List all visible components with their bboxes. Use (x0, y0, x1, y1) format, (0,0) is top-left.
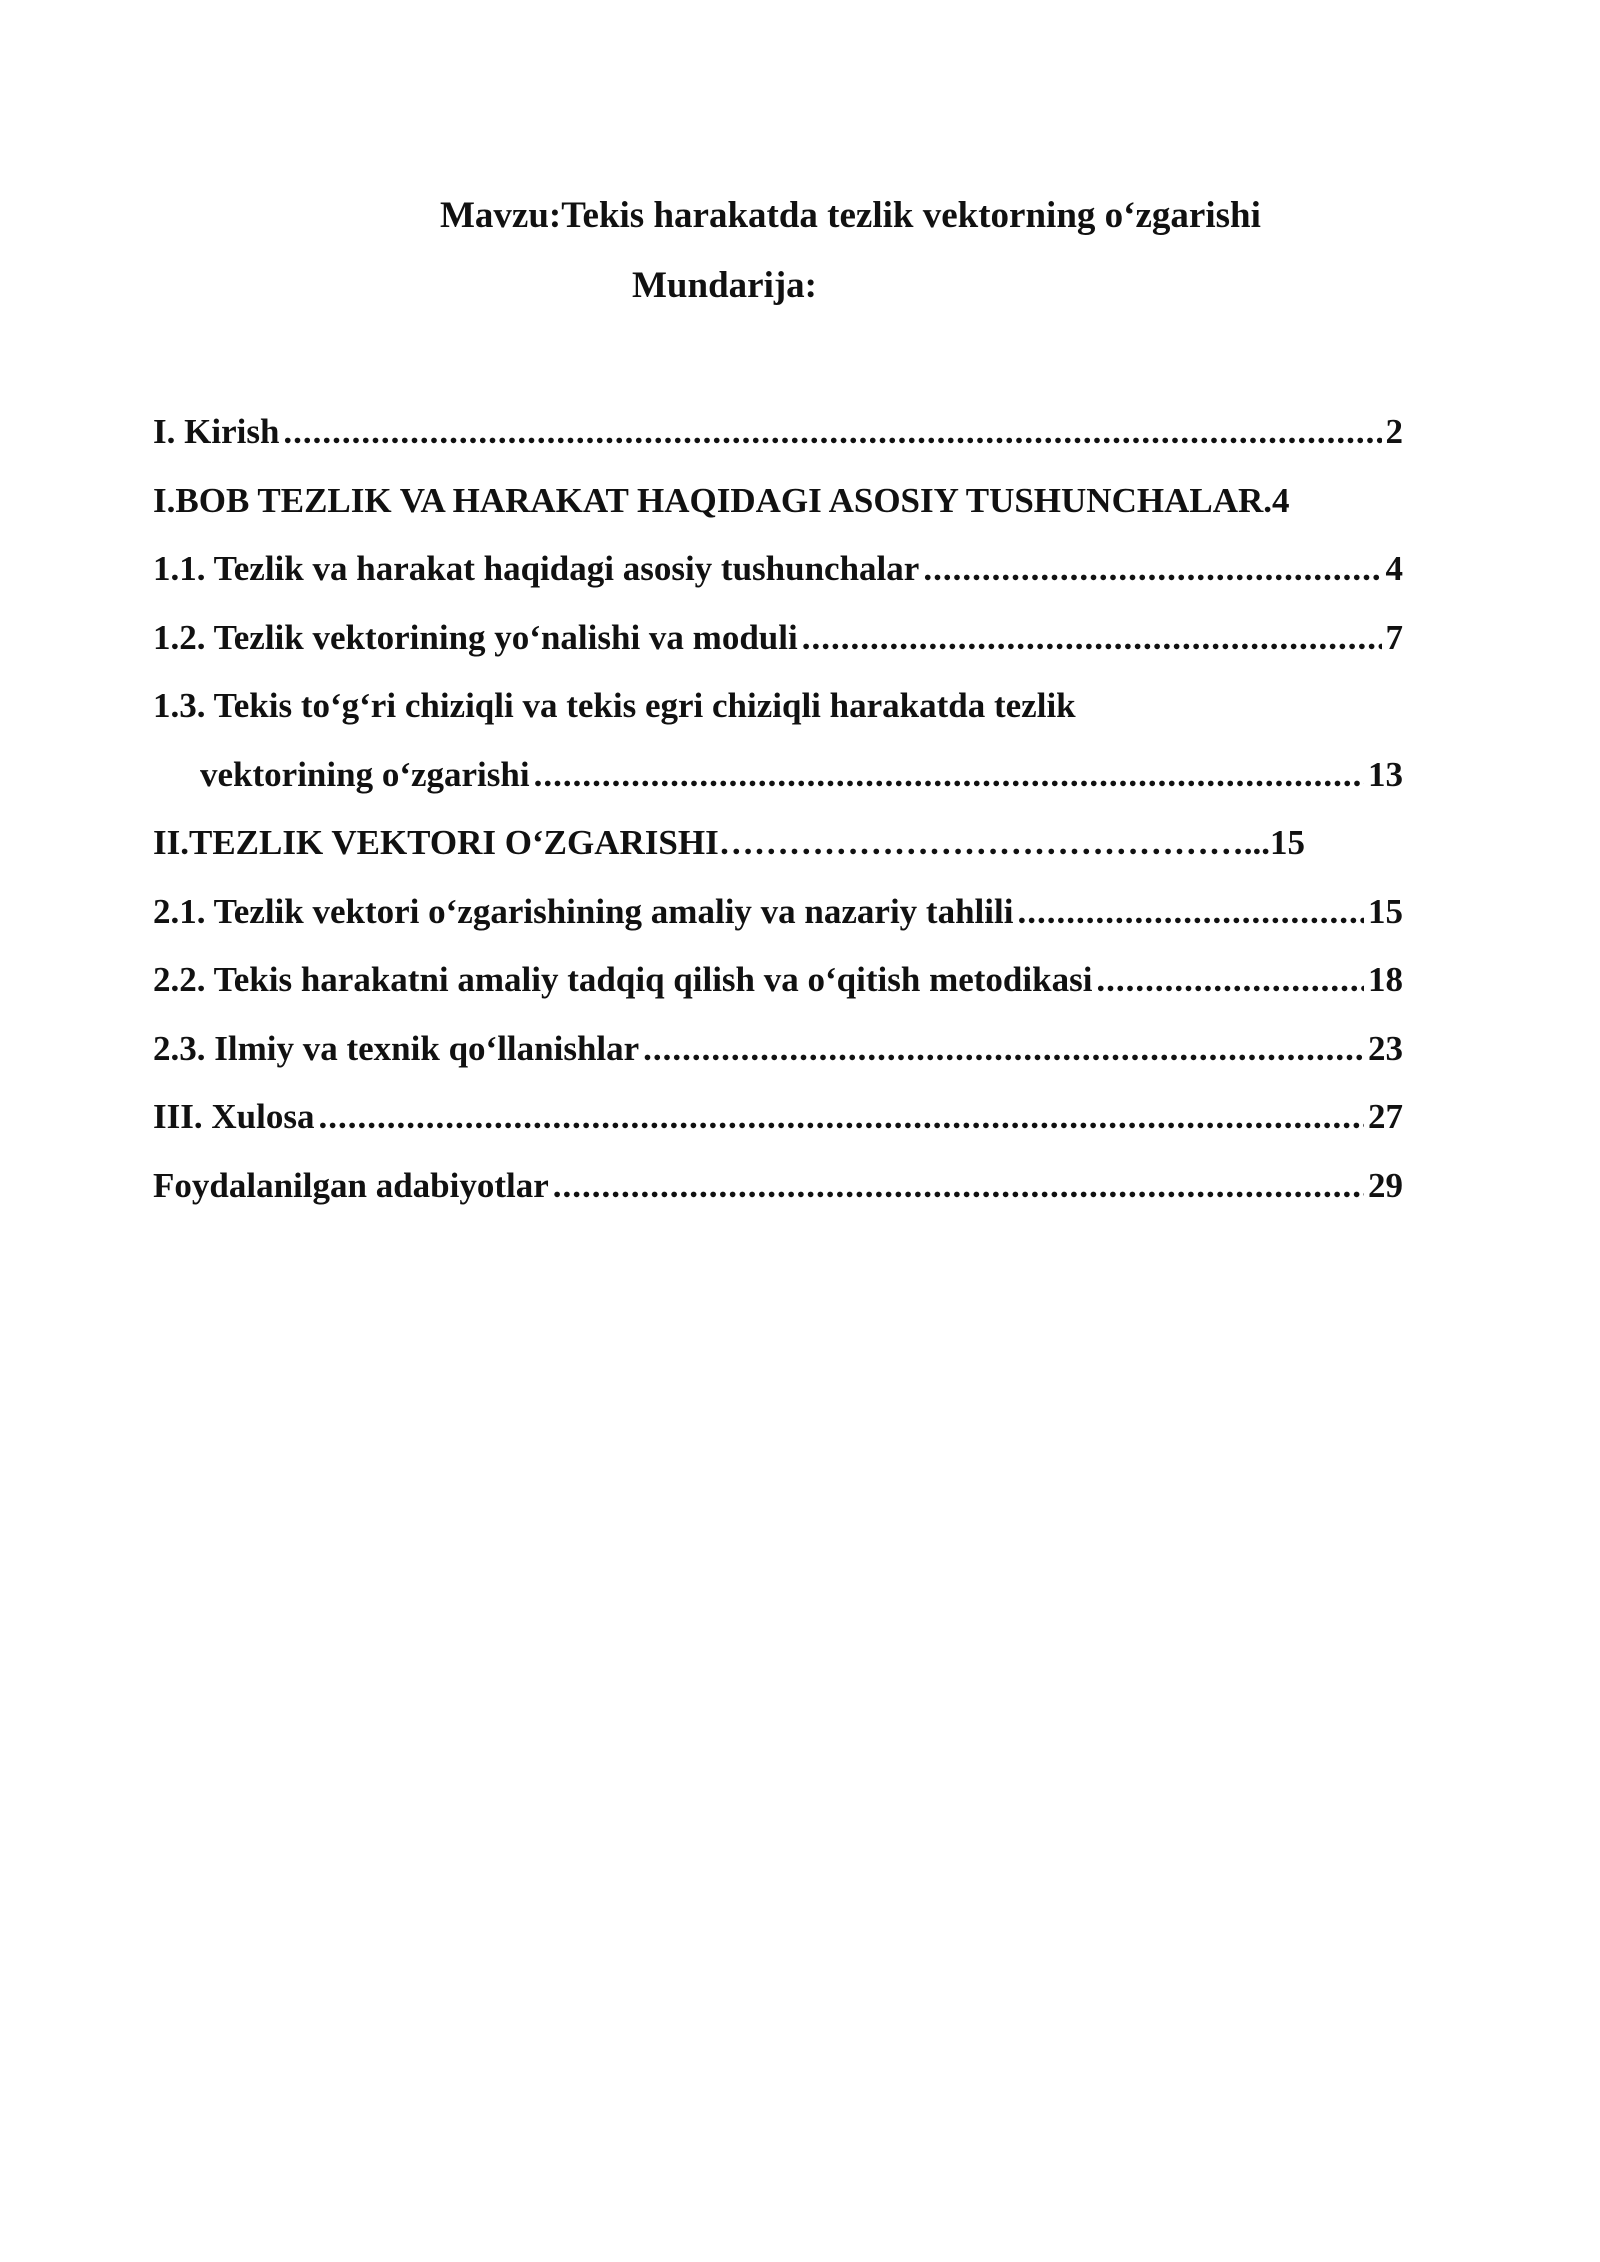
document-title: Mavzu:Tekis harakatda tezlik vektorning o‘zgarishi (440, 195, 1261, 236)
toc-entry-adabiyotlar (153, 1152, 1403, 1221)
toc-entry-label: 1.2. Tezlik vektorining yo‘nalishi va moduli (153, 617, 798, 657)
toc-entry-page: 18 (1368, 960, 1403, 999)
table-of-contents (153, 398, 1403, 1220)
toc-entry-page: 29 (1368, 1165, 1403, 1205)
toc-dot-leader (283, 398, 1381, 467)
toc-entry-page: 2 (1385, 412, 1403, 451)
toc-entry-2-3 (153, 1015, 1403, 1084)
toc-entry-page: 4 (1272, 480, 1290, 520)
toc-entry-kirish (153, 398, 1403, 467)
toc-entry-2-2 (153, 946, 1403, 1015)
toc-dot-leader (1017, 878, 1364, 947)
toc-entry-1-3 (153, 672, 1403, 741)
toc-entry-label-continuation: vektorining o‘zgarishi (200, 754, 530, 794)
toc-entry-1-2 (153, 604, 1403, 673)
toc-dot-leader (553, 1152, 1364, 1221)
toc-dot-leader (923, 535, 1381, 604)
toc-entry-label: 1.1. Tezlik va harakat haqidagi asosiy tushunchalar (153, 549, 920, 588)
toc-entry-label: 2.1. Tezlik vektori o‘zgarishining amaliy va nazariy tahlili (153, 891, 1014, 931)
toc-entry-chapter-2 (153, 809, 1403, 878)
toc-dot-leader (802, 604, 1382, 673)
toc-entry-page: 27 (1368, 1097, 1403, 1136)
toc-dot-leader (318, 1083, 1364, 1152)
toc-entry-page: 7 (1385, 617, 1403, 657)
toc-entry-page: 13 (1368, 754, 1403, 794)
toc-entry-1-1 (153, 535, 1403, 604)
toc-dot-leader (534, 741, 1364, 810)
toc-entry-label: I. Kirish (153, 412, 280, 451)
toc-dot-leader (643, 1015, 1364, 1084)
toc-entry-xulosa (153, 1083, 1403, 1152)
toc-entry-label: I.BOB TEZLIK VA HARAKAT HAQIDAGI ASOSIY TUSHUNCHALAR. (153, 480, 1273, 520)
toc-entry-label: 1.3. Tekis to‘g‘ri chiziqli va tekis egri chiziqli harakatda tezlik (153, 686, 1076, 725)
toc-entry-label: II.TEZLIK VEKTORI O‘ZGARISHI………………………………………... (153, 823, 1270, 862)
toc-entry-2-1 (153, 878, 1403, 947)
toc-dot-leader (1096, 946, 1364, 1015)
toc-entry-page: 4 (1385, 549, 1403, 588)
toc-entry-label: Foydalanilgan adabiyotlar (153, 1165, 549, 1205)
toc-entry-page: 15 (1368, 891, 1403, 931)
toc-entry-chapter-1 (153, 467, 1403, 536)
toc-entry-label: 2.3. Ilmiy va texnik qo‘llanishlar (153, 1028, 640, 1068)
toc-entry-page: 23 (1368, 1028, 1403, 1068)
toc-entry-1-3-continuation (153, 741, 1403, 810)
toc-entry-page: 15 (1269, 823, 1305, 862)
toc-entry-label: 2.2. Tekis harakatni amaliy tadqiq qilish va o‘qitish metodikasi (153, 960, 1093, 999)
toc-heading: Mundarija: (632, 265, 817, 306)
toc-entry-label: III. Xulosa (153, 1097, 315, 1136)
